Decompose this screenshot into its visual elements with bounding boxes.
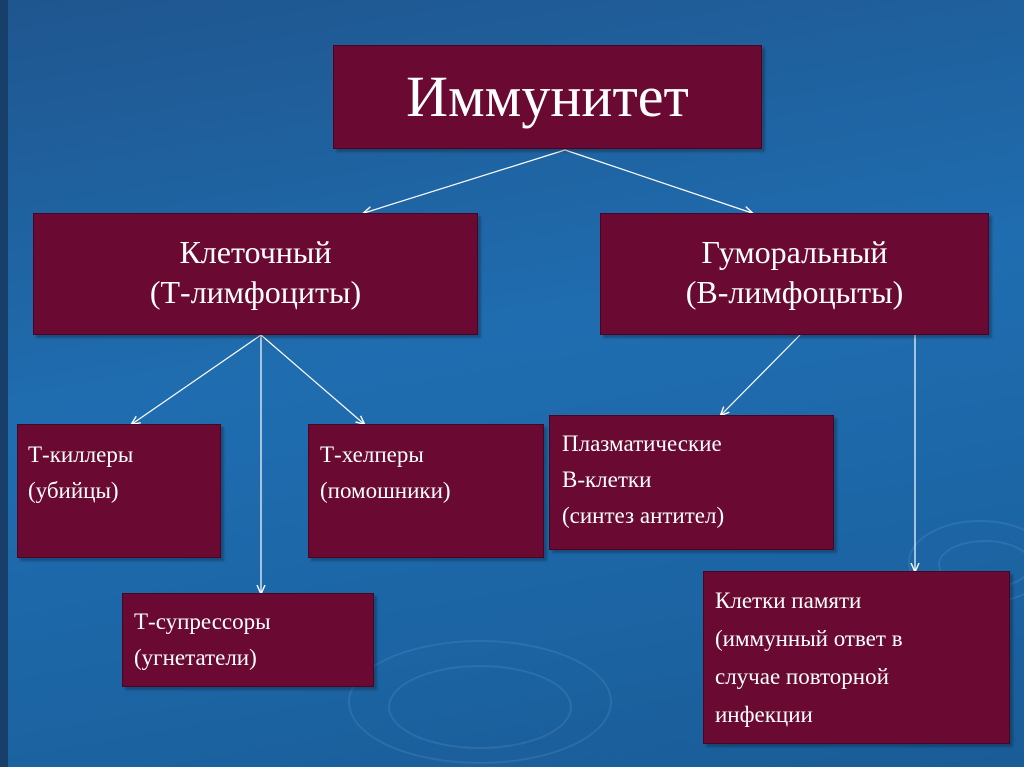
memory-line-2: (иммунный ответ в <box>715 626 903 651</box>
t-killers-box <box>17 424 221 558</box>
cellular-immunity-box <box>33 213 478 335</box>
cellular-subtitle: (Т-лимфоциты) <box>149 274 362 310</box>
plasma-cells-box <box>549 415 834 550</box>
memory-line-4: инфекции <box>715 702 813 727</box>
root-label: Иммунитет <box>406 64 689 129</box>
memory-cells-box <box>703 571 1010 744</box>
humoral-subtitle: (В-лимфоцыты) <box>685 274 904 310</box>
t-suppressors-box <box>122 593 374 687</box>
t-suppressors-subtitle: (угнетатели) <box>134 645 257 670</box>
root-box-immunity <box>333 45 762 149</box>
memory-title: Клетки памяти <box>715 588 862 613</box>
plasma-title: Плазматические <box>562 431 722 456</box>
humoral-immunity-box <box>600 213 989 335</box>
plasma-subtitle: В-клетки <box>562 467 652 492</box>
t-helpers-box <box>308 424 544 558</box>
t-helpers-subtitle: (помошники) <box>320 478 451 503</box>
t-suppressors-title: Т-супрессоры <box>134 609 271 634</box>
t-killers-title: Т-киллеры <box>28 442 134 467</box>
ripple-decoration <box>388 665 572 749</box>
memory-line-3: случае повторной <box>715 664 889 689</box>
t-helpers-title: Т-хелперы <box>320 442 424 467</box>
left-border-strip <box>0 0 8 767</box>
t-killers-subtitle: (убийцы) <box>28 478 119 503</box>
plasma-description: (синтез антител) <box>562 503 725 528</box>
humoral-title: Гуморальный <box>701 234 888 270</box>
cellular-title: Клеточный <box>179 234 332 270</box>
